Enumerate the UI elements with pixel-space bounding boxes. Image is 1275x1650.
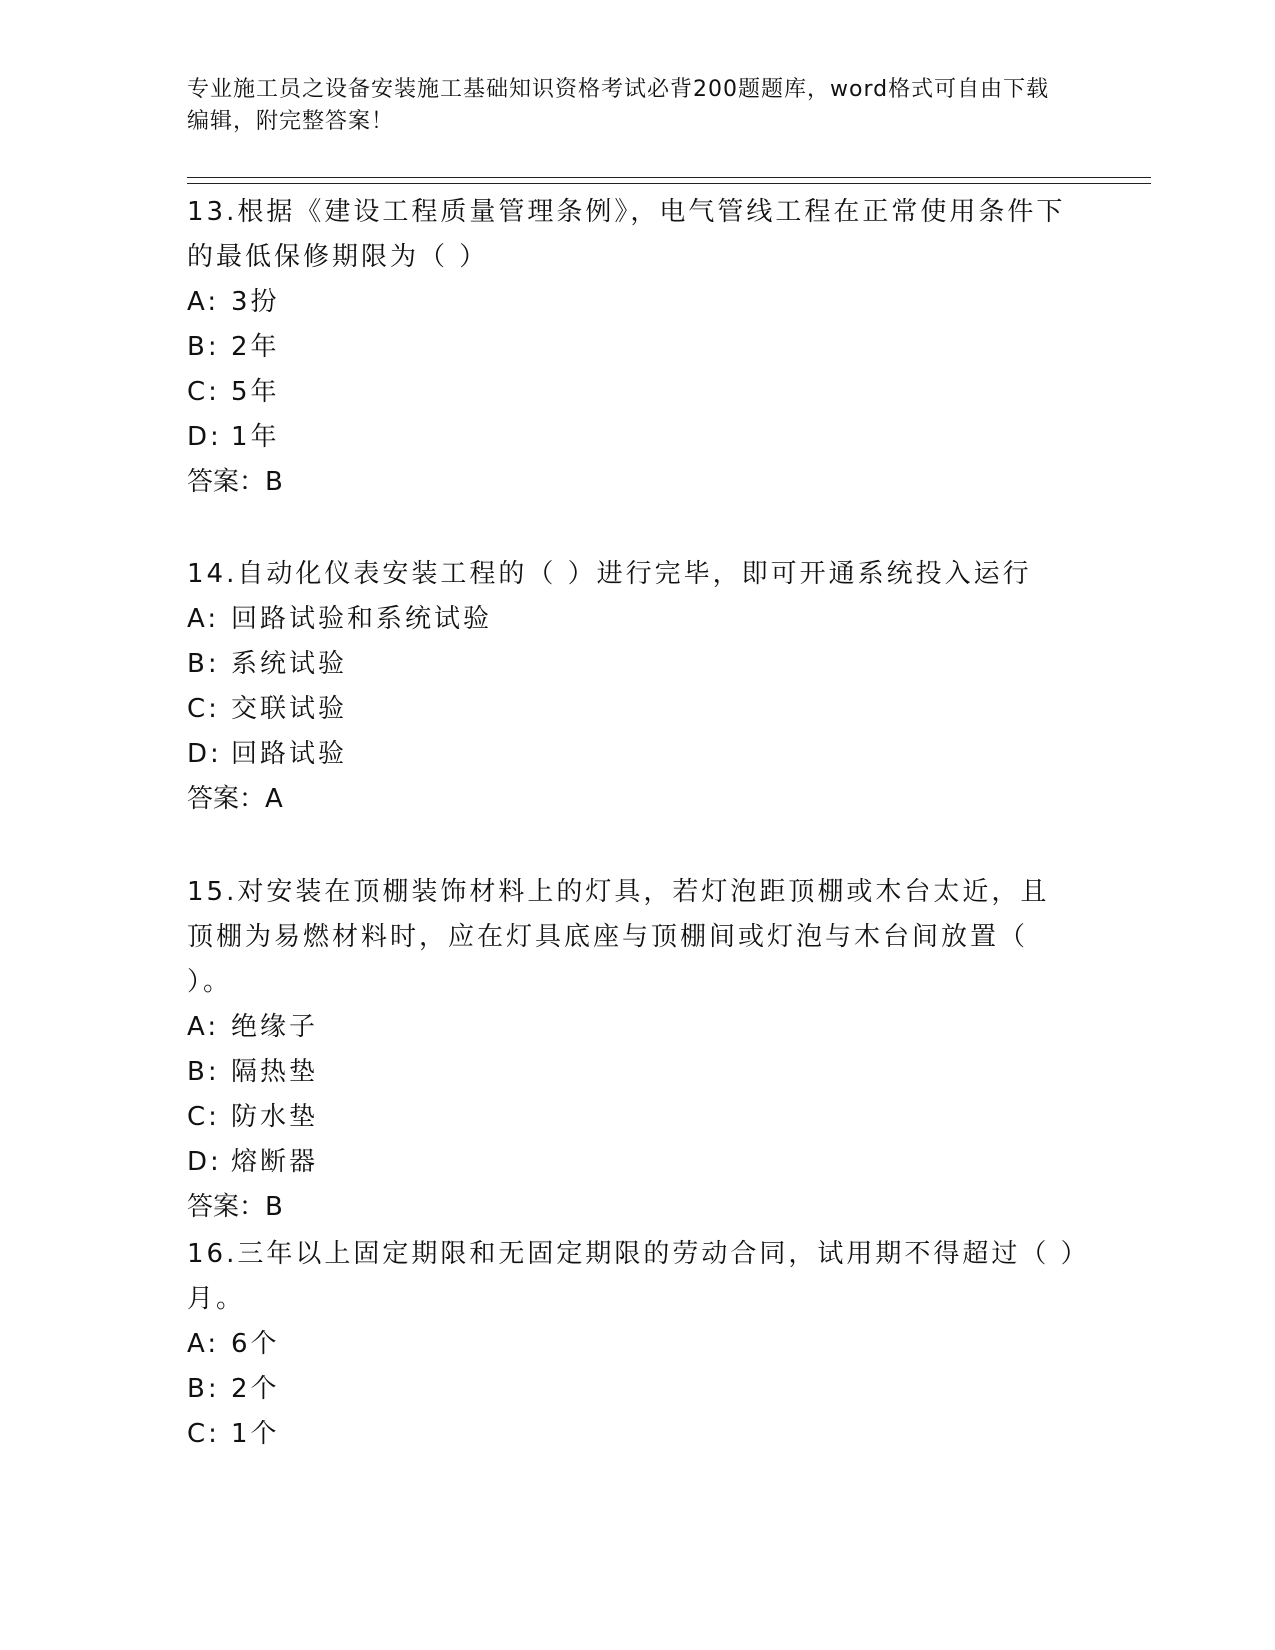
option-b <box>187 1050 1087 1095</box>
question-text: 14.自动化仪表安装工程的（ ）进行完毕，即可开通系统投入运行 <box>187 559 1032 589</box>
option-letter: C: <box>187 1102 220 1132</box>
question-block <box>187 1232 1087 1457</box>
question-block <box>187 190 1087 505</box>
answer-line: 答案：A <box>187 784 283 814</box>
option-letter: C: <box>187 377 220 407</box>
question-text: 16.三年以上固定期限和无固定期限的劳动合同，试用期不得超过（ ）月。 <box>187 1239 1077 1314</box>
option-text: 防水垫 <box>231 1102 319 1132</box>
option-letter: B: <box>187 649 220 679</box>
option-text: 绝缘子 <box>231 1012 319 1042</box>
option-text: 熔断器 <box>231 1147 319 1177</box>
answer-line: 答案：B <box>187 467 283 497</box>
option-letter: C: <box>187 1419 220 1449</box>
option-b <box>187 642 1087 687</box>
option-text: 回路试验 <box>231 739 348 769</box>
option-letter: D: <box>187 1147 222 1177</box>
option-d <box>187 1140 1087 1185</box>
option-a <box>187 1322 1087 1367</box>
option-letter: D: <box>187 422 222 452</box>
question-text: 13.根据《建设工程质量管理条例》，电气管线工程在正常使用条件下的最低保修期限为（ ） <box>187 197 1066 272</box>
option-letter: B: <box>187 1057 220 1087</box>
option-c <box>187 687 1087 732</box>
option-b <box>187 325 1087 370</box>
option-letter: A: <box>187 1012 220 1042</box>
option-text: 系统试验 <box>231 649 348 679</box>
option-text: 回路试验和系统试验 <box>231 604 493 634</box>
option-text: 交联试验 <box>231 694 348 724</box>
question-block <box>187 870 1087 1230</box>
option-text: 隔热垫 <box>231 1057 319 1087</box>
option-letter: D: <box>187 739 222 769</box>
option-c <box>187 370 1087 415</box>
question-block <box>187 552 1087 822</box>
document-intro: 专业施工员之设备安装施工基础知识资格考试必背200题题库，word格式可自由下载编辑，附完整答案！ <box>187 77 1050 134</box>
option-letter: A: <box>187 287 220 317</box>
option-text: 1个 <box>231 1419 280 1449</box>
option-letter: B: <box>187 332 220 362</box>
option-a <box>187 597 1087 642</box>
option-letter: C: <box>187 694 220 724</box>
option-c <box>187 1412 1087 1457</box>
option-d <box>187 415 1087 460</box>
option-a <box>187 1005 1087 1050</box>
option-text: 3扮 <box>231 287 280 317</box>
option-c <box>187 1095 1087 1140</box>
option-letter: A: <box>187 604 220 634</box>
answer-line: 答案：B <box>187 1192 283 1222</box>
option-text: 2年 <box>231 332 280 362</box>
question-text: 15.对安装在顶棚装饰材料上的灯具，若灯泡距顶棚或木台太近，且顶棚为易燃材料时，应在灯具底座与顶棚间或灯泡与木台间放置（ ）。 <box>187 877 1050 997</box>
option-a <box>187 280 1087 325</box>
option-text: 2个 <box>231 1374 280 1404</box>
option-b <box>187 1367 1087 1412</box>
option-text: 6个 <box>231 1329 280 1359</box>
option-text: 5年 <box>231 377 280 407</box>
option-letter: A: <box>187 1329 220 1359</box>
option-d <box>187 732 1087 777</box>
option-text: 1年 <box>231 422 280 452</box>
header-divider <box>187 177 1151 184</box>
option-letter: B: <box>187 1374 220 1404</box>
